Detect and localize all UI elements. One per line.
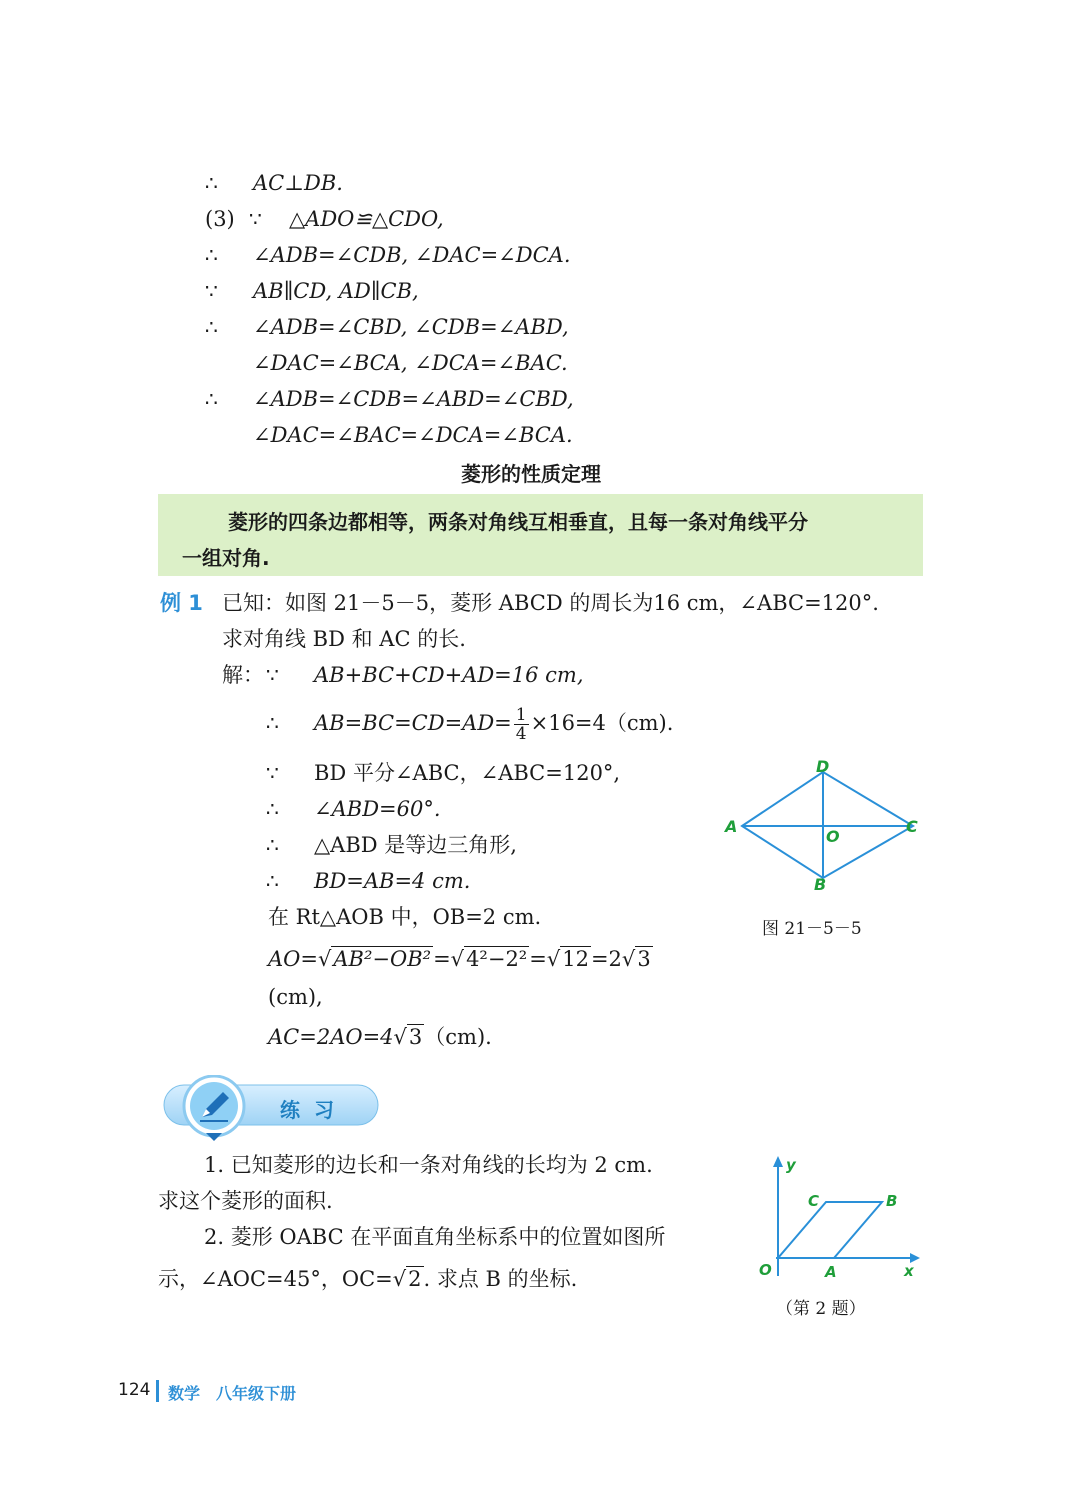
- solution-line-1: 解： ∵ AB+BC+CD+AD=16 cm,: [222, 660, 584, 690]
- example-label: 例 1: [160, 591, 203, 615]
- proof-line-1: ∴ AC⊥DB.: [205, 168, 343, 198]
- vertex-label-a: A: [725, 817, 738, 836]
- practice-q2-line-1: 2. 菱形 OABC 在平面直角坐标系中的位置如图所: [204, 1225, 666, 1249]
- solution-line-5: ∴ △ABD 是等边三角形,: [266, 830, 517, 860]
- y-axis-arrow: [773, 1156, 783, 1167]
- proof-line-7: ∴ ∠ADB=∠CDB=∠ABD=∠CBD,: [205, 384, 574, 414]
- point-label-b: B: [886, 1192, 898, 1210]
- vertex-label-d: D: [816, 757, 830, 776]
- practice-badge-label: 练习: [280, 1098, 348, 1122]
- because-symbol: ∵: [266, 761, 279, 785]
- therefore-symbol: ∴: [205, 387, 218, 411]
- practice-q2-line-2: 示，∠AOC=45°，OC=√2. 求点 B 的坐标.: [158, 1267, 578, 1291]
- therefore-symbol: ∴: [205, 171, 218, 195]
- proof-line-8: ∠DAC=∠BAC=∠DCA=∠BCA.: [253, 423, 573, 447]
- rhombus-oabc: [778, 1202, 882, 1258]
- footer-divider: [156, 1380, 159, 1402]
- rhombus-figure: [720, 756, 930, 896]
- badge-pointer: [206, 1133, 222, 1141]
- center-label-o: O: [826, 827, 840, 846]
- solution-line-6: ∴ BD=AB=4 cm.: [266, 866, 470, 896]
- solution-line-9: (cm),: [268, 985, 323, 1009]
- theorem-line-1: 菱形的四条边都相等，两条对角线互相垂直，且每一条对角线平分: [228, 510, 808, 534]
- solution-line-3: ∵ BD 平分∠ABC，∠ABC=120°,: [266, 758, 620, 788]
- book-title: 数学 八年级下册: [168, 1384, 297, 1403]
- solution-line-4: ∴ ∠ABD=60°.: [266, 794, 441, 824]
- proof-line-2: (3) ∵ △ADO≌△CDO,: [205, 204, 444, 234]
- figure-caption: 图 21－5－5: [762, 919, 862, 939]
- because-symbol: ∵: [266, 663, 279, 687]
- fraction: $\frac{1}{4}$: [515, 705, 527, 744]
- point-label-a: A: [825, 1263, 837, 1281]
- example-given-1: 已知：如图 21－5－5，菱形 ABCD 的周长为16 cm，∠ABC=120°.: [222, 591, 879, 615]
- therefore-symbol: ∴: [205, 315, 218, 339]
- proof-line-6: ∠DAC=∠BCA, ∠DCA=∠BAC.: [253, 351, 568, 375]
- solution-label: 解：: [222, 663, 264, 687]
- vertex-label-b: B: [814, 875, 827, 894]
- proof-line-4: ∵ AB∥CD, AD∥CB,: [205, 276, 419, 306]
- origin-label-o: O: [759, 1261, 772, 1279]
- theorem-box: [158, 494, 923, 576]
- axis-label-x: x: [904, 1262, 914, 1280]
- point-label-c: C: [808, 1192, 820, 1210]
- therefore-symbol: ∴: [205, 243, 218, 267]
- therefore-symbol: ∴: [266, 711, 279, 735]
- therefore-symbol: ∴: [266, 797, 279, 821]
- example-given-2: 求对角线 BD 和 AC 的长.: [222, 627, 466, 651]
- practice-q1-line-2: 求这个菱形的面积.: [158, 1189, 333, 1213]
- axis-label-y: y: [786, 1156, 796, 1174]
- theorem-line-2: 一组对角.: [182, 546, 270, 570]
- coordinate-figure: [748, 1150, 928, 1286]
- therefore-symbol: ∴: [266, 833, 279, 857]
- practice-figure-caption: （第 2 题）: [776, 1299, 866, 1319]
- solution-line-8: AO=√AB²−OB²=√4²−2²=√12=2√3: [268, 947, 651, 971]
- because-symbol: ∵: [205, 279, 218, 303]
- solution-line-7: 在 Rt△AOB 中，OB=2 cm.: [268, 905, 542, 929]
- proof-line-5: ∴ ∠ADB=∠CBD, ∠CDB=∠ABD,: [205, 312, 569, 342]
- solution-line-10: AC=2AO=4√3（cm).: [268, 1025, 492, 1049]
- page-number: 124: [118, 1380, 151, 1400]
- solution-line-2: ∴ AB=BC=CD=AD= $\frac{1}{4}$ ×16=4（cm).: [266, 705, 674, 744]
- therefore-symbol: ∴: [266, 869, 279, 893]
- proof-line-3: ∴ ∠ADB=∠CDB, ∠DAC=∠DCA.: [205, 240, 571, 270]
- practice-q1-line-1: 1. 已知菱形的边长和一条对角线的长均为 2 cm.: [204, 1153, 653, 1177]
- practice-badge: [156, 1075, 384, 1145]
- theorem-title: 菱形的性质定理: [461, 462, 601, 486]
- because-symbol: ∵: [249, 207, 262, 231]
- vertex-label-c: C: [906, 817, 918, 836]
